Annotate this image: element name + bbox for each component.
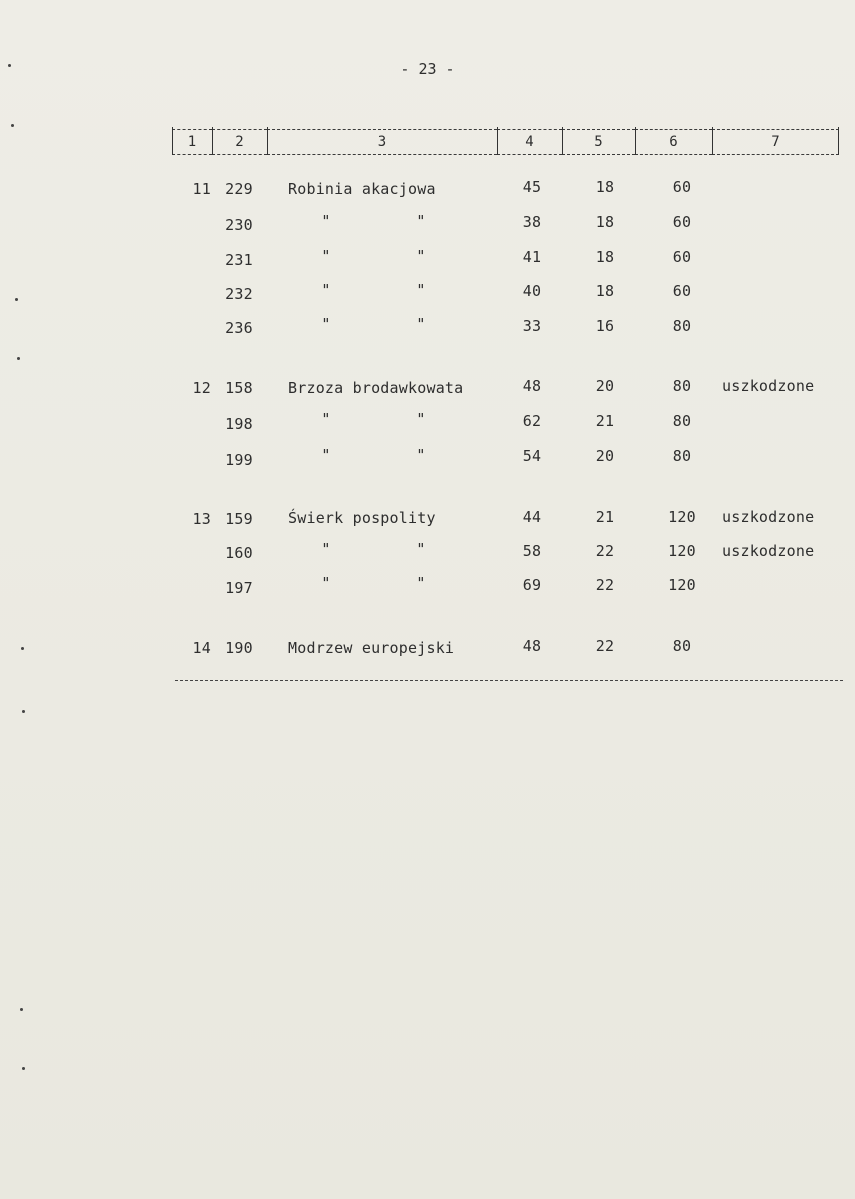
ditto-mark: "	[416, 212, 426, 230]
tree-id: 159	[225, 510, 253, 528]
tree-id: 199	[225, 451, 253, 469]
tree-id: 190	[225, 639, 253, 657]
col-4-value: 45	[522, 178, 542, 196]
species-name: Świerk pospolity	[288, 509, 436, 527]
header-divider	[497, 127, 498, 155]
tree-id: 197	[225, 579, 253, 597]
col-4-value: 44	[522, 508, 542, 526]
ditto-mark: "	[321, 212, 331, 230]
ditto-mark: "	[321, 247, 331, 265]
ditto-mark: "	[416, 540, 426, 558]
col-6-value: 60	[672, 248, 692, 266]
species-name: Robinia akacjowa	[288, 180, 436, 198]
header-divider	[635, 127, 636, 155]
col-4-value: 48	[522, 637, 542, 655]
col-5-value: 20	[595, 377, 615, 395]
col-5-value: 18	[595, 248, 615, 266]
tree-id: 229	[225, 180, 253, 198]
col-6-value: 60	[672, 178, 692, 196]
col-5-value: 18	[595, 213, 615, 231]
tree-id: 230	[225, 216, 253, 234]
header-col-1: 1	[172, 129, 212, 155]
group-number: 12	[192, 379, 211, 397]
ditto-mark: "	[321, 315, 331, 333]
ditto-mark: "	[416, 281, 426, 299]
header-col-6: 6	[635, 129, 712, 155]
remarks: uszkodzone	[722, 508, 815, 526]
tree-id: 160	[225, 544, 253, 562]
col-4-value: 41	[522, 248, 542, 266]
col-6-value: 60	[672, 213, 692, 231]
scan-speck	[17, 357, 20, 360]
col-6-value: 120	[668, 576, 696, 594]
col-6-value: 80	[672, 412, 692, 430]
remarks: uszkodzone	[722, 377, 815, 395]
col-5-value: 21	[595, 508, 615, 526]
col-5-value: 22	[595, 576, 615, 594]
col-6-value: 60	[672, 282, 692, 300]
scan-speck	[20, 1008, 23, 1011]
col-4-value: 40	[522, 282, 542, 300]
species-name: Modrzew europejski	[288, 639, 455, 657]
header-divider	[172, 127, 173, 155]
col-5-value: 16	[595, 317, 615, 335]
header-col-4: 4	[497, 129, 562, 155]
header-divider	[712, 127, 713, 155]
tree-id: 236	[225, 319, 253, 337]
col-6-value: 80	[672, 447, 692, 465]
col-5-value: 20	[595, 447, 615, 465]
ditto-mark: "	[416, 574, 426, 592]
tree-id: 198	[225, 415, 253, 433]
col-6-value: 120	[668, 508, 696, 526]
species-name: Brzoza brodawkowata	[288, 379, 464, 397]
col-4-value: 62	[522, 412, 542, 430]
ditto-mark: "	[416, 247, 426, 265]
group-number: 14	[192, 639, 211, 657]
table-header	[172, 129, 839, 155]
tree-id: 158	[225, 379, 253, 397]
scan-speck	[21, 647, 24, 650]
ditto-mark: "	[416, 446, 426, 464]
scan-speck	[8, 64, 11, 67]
header-col-3: 3	[267, 129, 497, 155]
header-divider	[212, 127, 213, 155]
header-divider	[267, 127, 268, 155]
header-col-7: 7	[712, 129, 839, 155]
ditto-mark: "	[416, 410, 426, 428]
col-4-value: 33	[522, 317, 542, 335]
col-6-value: 80	[672, 637, 692, 655]
group-number: 11	[192, 180, 211, 198]
header-divider	[562, 127, 563, 155]
header-divider	[838, 127, 839, 155]
col-5-value: 21	[595, 412, 615, 430]
tree-id: 231	[225, 251, 253, 269]
scan-speck	[15, 298, 18, 301]
header-col-5: 5	[562, 129, 635, 155]
ditto-mark: "	[416, 315, 426, 333]
scan-speck	[11, 124, 14, 127]
page-number: - 23 -	[400, 60, 455, 78]
col-4-value: 69	[522, 576, 542, 594]
ditto-mark: "	[321, 574, 331, 592]
ditto-mark: "	[321, 410, 331, 428]
col-6-value: 80	[672, 317, 692, 335]
group-number: 13	[192, 510, 211, 528]
scan-speck	[22, 710, 25, 713]
col-5-value: 18	[595, 178, 615, 196]
col-4-value: 54	[522, 447, 542, 465]
table-bottom-rule	[175, 680, 843, 681]
ditto-mark: "	[321, 281, 331, 299]
tree-id: 232	[225, 285, 253, 303]
ditto-mark: "	[321, 446, 331, 464]
col-5-value: 22	[595, 542, 615, 560]
col-4-value: 48	[522, 377, 542, 395]
header-col-2: 2	[212, 129, 267, 155]
col-5-value: 22	[595, 637, 615, 655]
col-6-value: 120	[668, 542, 696, 560]
remarks: uszkodzone	[722, 542, 815, 560]
col-6-value: 80	[672, 377, 692, 395]
col-4-value: 58	[522, 542, 542, 560]
col-5-value: 18	[595, 282, 615, 300]
col-4-value: 38	[522, 213, 542, 231]
ditto-mark: "	[321, 540, 331, 558]
scan-speck	[22, 1067, 25, 1070]
